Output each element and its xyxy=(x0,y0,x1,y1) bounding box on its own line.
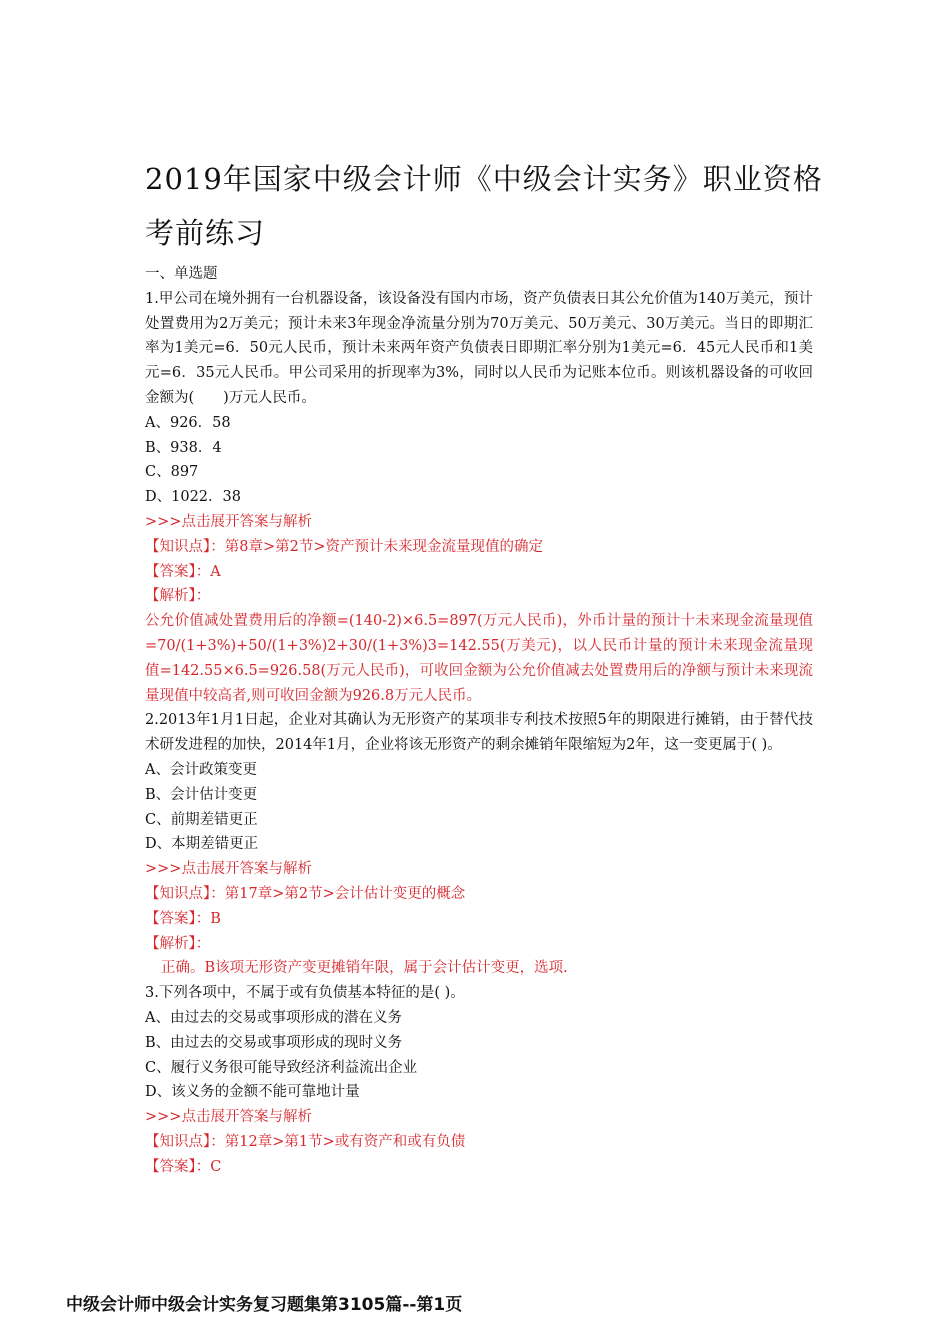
question-2-analysis: 正确。B该项无形资产变更摊销年限，属于会计估计变更，选项. xyxy=(161,960,568,977)
question-1-option-d: D、1022．38 xyxy=(145,489,241,506)
question-1-knowledge: 【知识点】：第8章>第2节>资产预计未来现金流量现值的确定 xyxy=(145,538,543,555)
question-3-option-a: A、由过去的交易或事项形成的潜在义务 xyxy=(145,1009,402,1026)
question-2-expand-link[interactable]: >>>点击展开答案与解析 xyxy=(145,861,312,878)
question-1-option-c: C、897 xyxy=(145,464,199,481)
question-1-option-b: B、938．4 xyxy=(145,439,222,456)
question-2-answer: 【答案】：B xyxy=(145,910,221,927)
question-1-stem: 1.甲公司在境外拥有一台机器设备，该设备没有国内市场，资产负债表日其公允价值为140万美元，预计处置费用为2万美元；预计未来3年现金净流量分别为70万美元、50万美元、30万美元。当日的即期汇率为1美元=6．50元人民币，预计未来两年资产负债表日即期汇率分别为1美元=6．45元人民币和1美元=6．35元人民币。甲公司采用的折现率为3%，同时以人民币为记账本位币。则该机器设备的可收回金额为( )万元人民币。 xyxy=(145,290,813,406)
question-2-analysis-label: 【解析】： xyxy=(145,935,211,952)
question-1-expand-link[interactable]: >>>点击展开答案与解析 xyxy=(145,513,312,530)
question-2-option-a: A、会计政策变更 xyxy=(145,761,257,778)
question-3-stem: 3.下列各项中，不属于或有负债基本特征的是( )。 xyxy=(145,985,465,1002)
question-3-option-c: C、履行义务很可能导致经济利益流出企业 xyxy=(145,1059,418,1076)
question-3-answer: 【答案】：C xyxy=(145,1158,222,1175)
question-2-knowledge: 【知识点】：第17章>第2节>会计估计变更的概念 xyxy=(145,885,466,902)
question-3-knowledge: 【知识点】：第12章>第1节>或有资产和或有负债 xyxy=(145,1133,466,1150)
question-1-analysis-label: 【解析】： xyxy=(145,588,211,605)
question-1-analysis: 公允价值减处置费用后的净额=(140-2)×6.5=897(万元人民币)，外币计量的预计十未来现金流量现值=70/(1+3%)+50/(1+3%)2+30/(1+3%)3=142.55(万美元)，以人民币计量的预计未来现金流量现值=142.55×6.5=926.58(万元人民币)，可收回金额为公允价值减去处置费用后的净额与预计未来现流量现值中较高者,则可收回金额为926.8万元人民币。 xyxy=(145,613,813,704)
page-footer: 中级会计师中级会计实务复习题集第3105篇--第1页 xyxy=(66,1295,463,1315)
question-2-option-d: D、本期差错更正 xyxy=(145,836,259,853)
section-heading: 一、单选题 xyxy=(145,266,218,282)
question-1-option-a: A、926．58 xyxy=(145,414,231,431)
question-1-answer: 【答案】：A xyxy=(145,563,221,580)
question-3-expand-link[interactable]: >>>点击展开答案与解析 xyxy=(145,1109,312,1126)
document-title: 2019年国家中级会计师《中级会计实务》职业资格考前练习 xyxy=(145,162,823,250)
content-body xyxy=(145,262,813,1179)
question-2-option-b: B、会计估计变更 xyxy=(145,786,258,803)
question-3-option-d: D、该义务的金额不能可靠地计量 xyxy=(145,1084,360,1101)
question-2-stem: 2.2013年1月1日起，企业对其确认为无形资产的某项非专利技术按照5年的期限进行摊销，由于替代技术研发进程的加快，2014年1月，企业将该无形资产的剩余摊销年限缩短为2年，这一变更属于( )。 xyxy=(145,712,813,754)
question-3-option-b: B、由过去的交易或事项形成的现时义务 xyxy=(145,1034,403,1051)
question-2-option-c: C、前期差错更正 xyxy=(145,811,258,828)
